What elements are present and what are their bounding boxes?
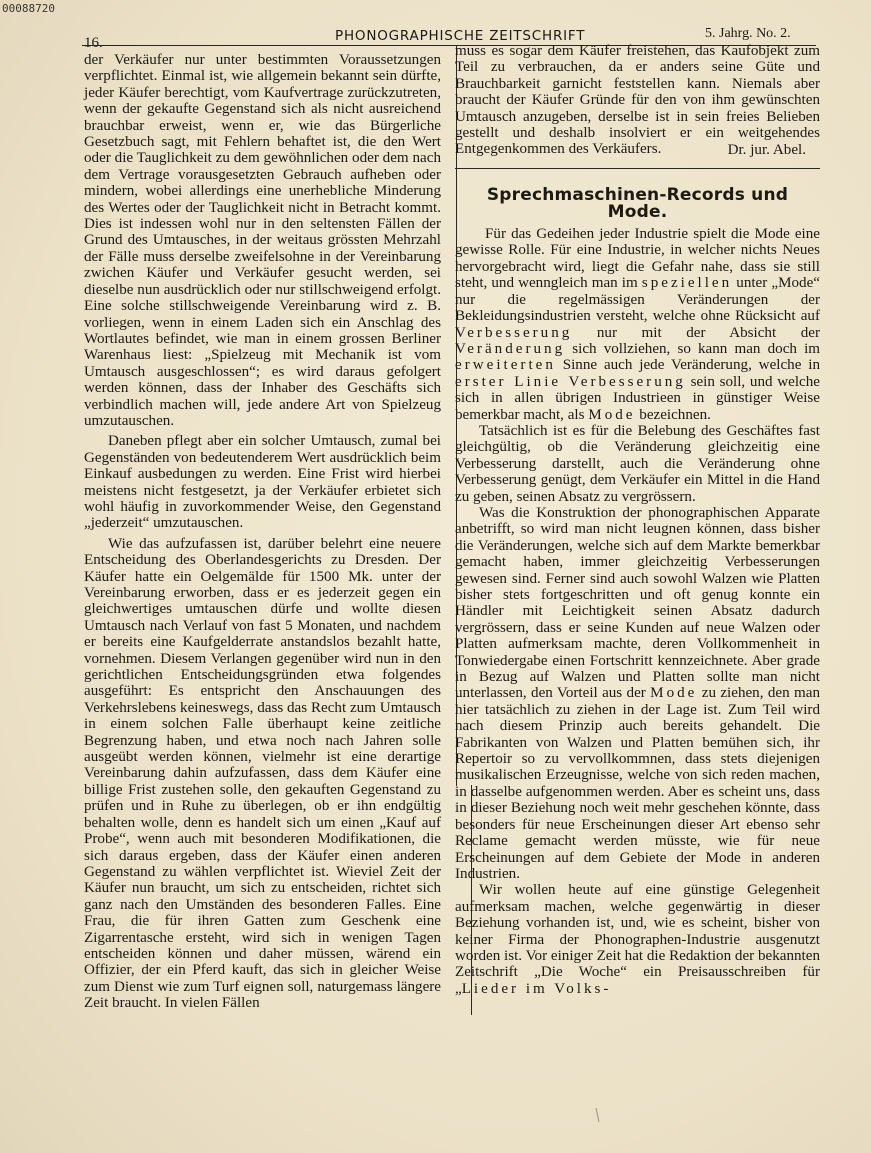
article-body — [455, 226, 820, 997]
issue-number: 5. Jahrg. No. 2. — [705, 26, 791, 41]
continuation-paragraph: muss es sogar dem Käufer freistehen, das Kaufobjekt zum Teil zu verbrauchen, da er anders seine Güte und Brauchbarkeit garnicht feststellen kann. Niemals aber braucht der Käufer Gründe für den von ihm gewünschten Umtausch anzugeben, derselbe ist in sein freies Belieben gestellt und deshalb insolviert er ein weitgehendes Entgegenkommen des Verkäufers. — [455, 43, 820, 158]
article-paragraph-3: Was die Konstruktion der phonographischen Apparate anbetrifft, so wird man nicht leugnen können, dass bisher die Veränderungen, welche sich auf dem Markte bemerkbar gemacht haben, immer gleichzeitig Verbesserungen gewesen sind. Ferner sind auch sowohl Walzen wie Platten bisher stets fortgeschritten und oft genug konnte ein Händler mit Leichtigkeit seinen Absatz dadurch vergrössern, dass er seine Kunden auf neue Walzen oder Platten aufmerksam machte, deren Vollkommenheit in Tonwiedergabe einen Fortschritt kennzeichnete. Aber grade in Bezug auf Walzen und Platten sollte man nicht unterlassen, den Vorteil aus der Mode zu ziehen, den man hier tatsächlich zu ziehen in der Lage ist. Zum Teil wird nach diesem Prinzip auch bereits gehandelt. Die Fabrikanten von Walzen und Platten bemühen sich, ihr Repertoir so zu vervollkommnen, dass stets diejenigen musikalischen Erzeugnisse, welche von sich reden machen, in dasselbe aufgenommen werden. Aber es scheint uns, dass in dieser Beziehung noch weit mehr geschehen könnte, dass besonders für neue Erscheinungen dieser Art ebenso sehr Reclame gemacht werden müsste, wie für neue Erscheinungen auf dem Gebiete der Mode in anderen Industrien. — [455, 504, 820, 882]
running-title: PHONOGRAPHISCHE ZEITSCHRIFT — [335, 28, 586, 44]
left-paragraph-1: der Verkäufer nur unter bestimmten Voraussetzungen verpflichtet. Einmal ist, wie allgemein bekannt sein dürfte, jeder Käufer berechtigt, vom Kaufvertrage zurückzutreten, wenn der gekaufte Gegenstand sich als nicht ausreichend brauchbar erweist, wenn er, wie das Bürgerliche Gesetzbuch sagt, mit Fehlern behaftet ist, die den Wert oder die Tauglichkeit zu dem gewöhnlichen oder dem nach dem Vertrage vorausgesetzten Gebrauch aufheben oder mindern, wobei allerdings eine unerhebliche Minderung des Wertes oder der Tauglichkeit nicht in Betracht kommt. Dies ist indessen wohl nur in den seltensten Fällen der Grund des Umtausches, in der weitaus grössten Mehrzahl der Fälle muss derselbe zweifelsohne in der Vereinbarung zwichen Käufer und Verkäufer gesucht werden, sei dieselbe nun ausdrücklich oder nur stillschweigend erfolgt. Eine solche stillschweigende Vereinbarung wird z. B. vorliegen, wenn in einem Laden sich ein Anschlag des Wortlautes befindet, wie man in einem grossen Berliner Warenhaus liest: „Spielzeug mit Mechanik ist vom Umtausch ausgeschlossen“; es wird daraus gefolgert werden können, dass der Inhaber des Geschäfts sich verbindlich machen will, jede andere Art von Spielzeug umzutauschen. — [84, 52, 441, 429]
author-byline: Dr. jur. Abel. — [727, 141, 806, 158]
right-column — [455, 43, 820, 997]
left-column — [84, 52, 441, 1012]
article-paragraph-4: Wir wollen heute auf eine günstige Gelegenheit aufmerksam machen, welche gegenwärtig in dieser Beziehung vorhanden ist, und, wie es scheint, bisher von keiner Firma der Phonographen-Industrie ausgenutzt worden ist. Vor einiger Zeit hat die Redaktion der bekannten Zeitschrift „Die Woche“ ein Preisausschreiben für „Lieder im Volks- — [455, 882, 820, 997]
left-paragraph-2: Daneben pflegt aber ein solcher Umtausch, zumal bei Gegenständen von bedeutenderem Wert ausdrücklich beim Einkauf ausbedungen zu werden. Eine Frist wird hierbei meistens nicht festgesetzt, ja der Verkäufer erbietet sich wohl häufig in zuvorkommender Weise, den Gegenstand „jederzeit“ umzutauschen. — [84, 433, 441, 532]
article-paragraph-2: Tatsächlich ist es für die Belebung des Geschäftes fast gleichgültig, ob die Veränderung gleichzeitig eine Verbesserung darstellt, auch die Veränderung ohne Verbesserung genügt, dem Verkäufer ein Mittel in die Hand zu geben, seinen Absatz zu vergrössern. — [455, 422, 820, 505]
scan-mark — [596, 1108, 600, 1122]
section-rule — [455, 168, 820, 169]
article-paragraph-1: Für das Gedeihen jeder Industrie spielt die Mode eine gewisse Rolle. Für eine Industrie, in welcher nichts Neues hervorgebracht wird, liegt die Gefahr nahe, dass sie still steht, und wenngleich man im speziellen unter „Mode“ nur die regelmässigen Veränderungen der Bekleidungsindustrien versteht, welche ohne Rücksicht auf Verbesserung nur mit der Absicht der Veränderung sich vollziehen, so kann man doch im erweiterten Sinne auch jede Veränderung, welche in erster Linie Verbesserung sein soll, und welche sich in allen übrigen Industrieen in günstiger Weise bemerkbar macht, als Mode bezeichnen. — [455, 226, 820, 423]
page-number: 16. — [84, 35, 103, 51]
article-title: Sprechmaschinen-Records und Mode. — [486, 185, 789, 222]
left-paragraph-3: Wie das aufzufassen ist, darüber belehrt eine neuere Entscheidung des Oberlandesgerichts zu Dresden. Der Käufer hatte ein Oelgemälde für 1500 Mk. unter der Vereinbarung erworben, dass er es jederzeit gegen ein gleichwertiges umtauschen dürfe und wollte diesen Umtausch nach Verlauf von fast 5 Monaten, und nachdem er bereits eine Kaufgelderrate anstandslos bezahlt hatte, vornehmen. Diesem Verlangen gegenüber wird nun in den gerichtlichen Entscheidungsgründen etwa folgendes ausgeführt: Es entspricht den Anschauungen des Verkehrslebens keineswegs, dass das Recht zum Umtausch in einem solchen Falle überhaupt keine zeitliche Begrenzung haben, und etwa noch nach Jahren solle ausgeübt werden können, vielmehr ist eine derartige Vereinbarung dahin aufzufassen, dass dem Käufer eine billige Frist zustehen solle, den gekauften Gegenstand zu prüfen und in Ruhe zu überlegen, ob er ihn endgültig behalten wolle, denn es handelt sich um einen „Kauf auf Probe“, wenn auch mit besonderen Modifikationen, die sich daraus ergeben, dass der Käufer einen anderen Gegenstand zu wählen verpflichtet ist. Wieviel Zeit der Käufer nun braucht, um sich zu entscheiden, richtet sich ganz nach den Umständen des besonderen Falles. Eine Frau, die für ihren Gatten zum Geschenk eine Zigarrentasche ersteht, wird sich in wenigen Tagen entscheiden können und daher müssen, wärend ein Offizier, der ein Pferd kauft, das sich in gleicher Weise zum Dienst wie zum Turf eignen soll, naturgemass längere Zeit braucht. In vielen Fällen — [84, 535, 441, 1012]
archive-id: 00088720 — [2, 2, 55, 15]
